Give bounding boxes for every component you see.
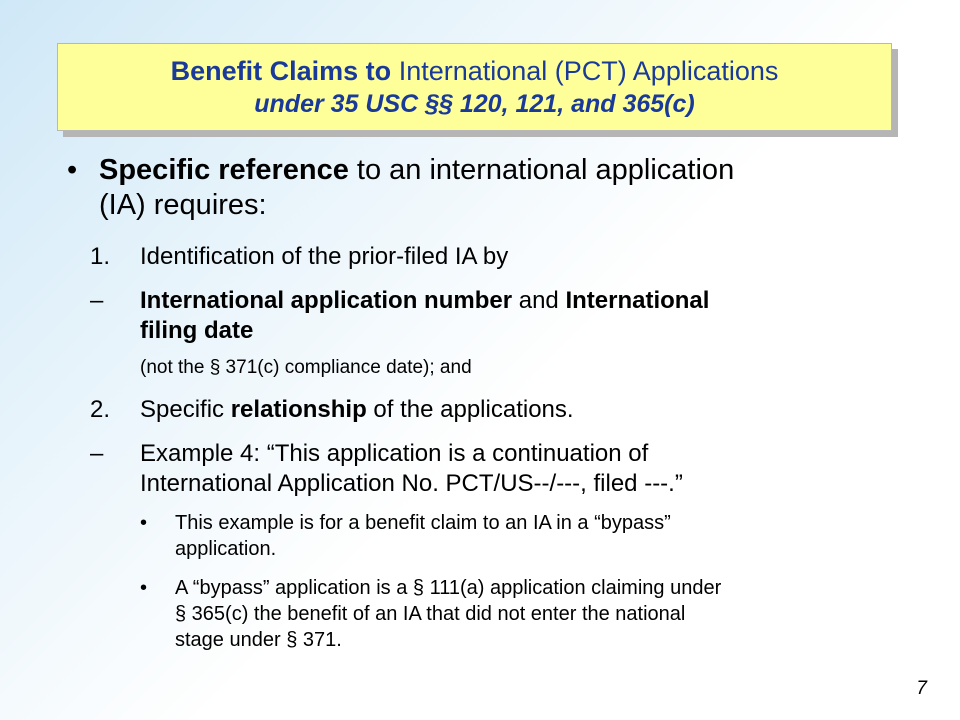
dash-bold-3: filing date [140, 317, 254, 344]
bullet-text-b: (IA) requires: [99, 189, 267, 221]
dash-marker: – [90, 287, 104, 314]
sub-bullet-line: § 365(c) the benefit of an IA that did not enter the national [175, 603, 686, 625]
sub-bullet-line: application. [175, 538, 277, 560]
bullet-marker: • [67, 154, 78, 186]
dash-bold-1: International application number [140, 287, 513, 314]
example-line-2: International Application No. PCT/US--/---, filed ---.” [140, 470, 683, 497]
item2-post: of the applications. [373, 396, 574, 423]
title-regular-part: International (PCT) Applications [398, 56, 779, 86]
page-number: 7 [916, 678, 927, 699]
sub-bullet-marker: • [140, 577, 148, 599]
item-number: 1. [90, 243, 111, 270]
item2-bold: relationship [230, 396, 367, 423]
bullet-bold-text: Specific reference [99, 154, 349, 186]
compliance-note: (not the § 371(c) compliance date); and [140, 357, 472, 378]
sub-bullet-line: This example is for a benefit claim to an IA in a “bypass” [175, 512, 671, 534]
item-number: 2. [90, 396, 111, 423]
dash-marker: – [90, 440, 104, 467]
item2-pre: Specific [140, 396, 225, 423]
dash-bold-2: International [565, 287, 710, 314]
example-line-1: Example 4: “This application is a continuation of [140, 440, 649, 467]
sub-bullet-line: stage under § 371. [175, 629, 342, 651]
slide-subtitle: under 35 USC §§ 120, 121, and 365(c) [254, 90, 695, 118]
sub-bullet-marker: • [140, 512, 148, 534]
slide-title-box [57, 43, 892, 131]
sub-bullet-line: A “bypass” application is a § 111(a) application claiming under [175, 577, 722, 599]
item-text: Identification of the prior-filed IA by [140, 243, 509, 270]
title-bold-part: Benefit Claims to [170, 56, 392, 86]
slide-title [58, 54, 891, 88]
dash-mid: and [518, 287, 559, 314]
bullet-text-a: to an international application [356, 154, 735, 186]
